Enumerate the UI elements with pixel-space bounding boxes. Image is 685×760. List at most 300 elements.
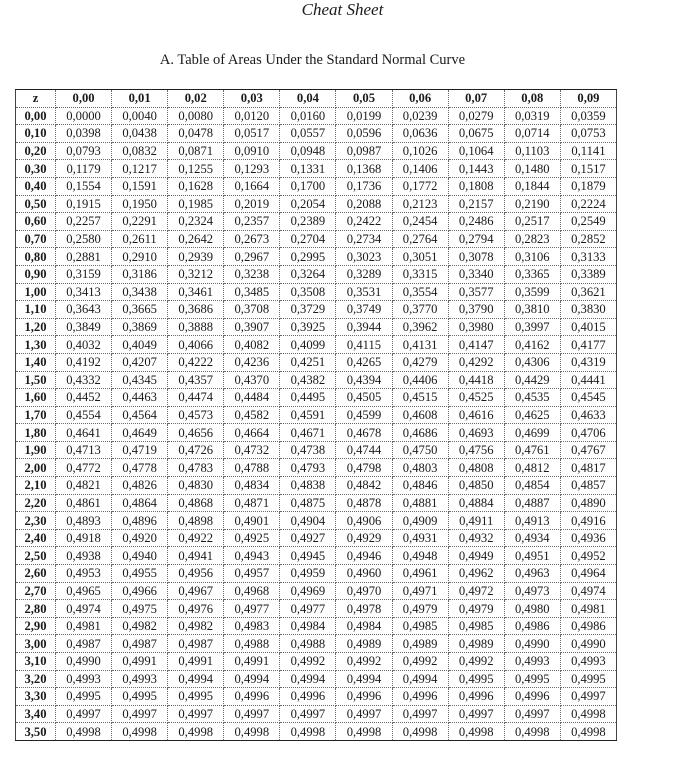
area-value-cell: 0,4904 bbox=[280, 512, 336, 530]
area-value-cell: 0,4382 bbox=[280, 371, 336, 389]
area-value-cell: 0,0675 bbox=[448, 125, 504, 143]
area-value-cell: 0,4783 bbox=[168, 459, 224, 477]
area-value-cell: 0,4982 bbox=[168, 617, 224, 635]
area-value-cell: 0,1915 bbox=[56, 195, 112, 213]
area-value-cell: 0,4994 bbox=[392, 670, 448, 688]
area-value-cell: 0,4957 bbox=[224, 565, 280, 583]
area-value-cell: 0,3508 bbox=[280, 283, 336, 301]
area-value-cell: 0,4983 bbox=[224, 617, 280, 635]
area-value-cell: 0,4997 bbox=[448, 705, 504, 723]
area-value-cell: 0,0120 bbox=[224, 107, 280, 125]
area-value-cell: 0,4997 bbox=[224, 705, 280, 723]
area-value-cell: 0,4901 bbox=[224, 512, 280, 530]
z-value-cell: 1,90 bbox=[16, 441, 56, 459]
area-value-cell: 0,4995 bbox=[168, 688, 224, 706]
area-value-cell: 0,4965 bbox=[56, 582, 112, 600]
area-value-cell: 0,1141 bbox=[560, 142, 616, 160]
area-value-cell: 0,4998 bbox=[392, 723, 448, 741]
area-value-cell: 0,2939 bbox=[168, 248, 224, 266]
area-value-cell: 0,1064 bbox=[448, 142, 504, 160]
area-value-cell: 0,4995 bbox=[560, 670, 616, 688]
table-row bbox=[16, 125, 617, 143]
area-value-cell: 0,4887 bbox=[504, 494, 560, 512]
area-value-cell: 0,3907 bbox=[224, 318, 280, 336]
area-value-cell: 0,4625 bbox=[504, 406, 560, 424]
area-value-cell: 0,4998 bbox=[336, 723, 392, 741]
z-value-cell: 1,80 bbox=[16, 424, 56, 442]
area-value-cell: 0,4988 bbox=[280, 635, 336, 653]
z-value-cell: 1,50 bbox=[16, 371, 56, 389]
area-value-cell: 0,4192 bbox=[56, 353, 112, 371]
table-row bbox=[16, 160, 617, 178]
area-value-cell: 0,4945 bbox=[280, 547, 336, 565]
area-value-cell: 0,4649 bbox=[112, 424, 168, 442]
area-value-cell: 0,4306 bbox=[504, 353, 560, 371]
area-value-cell: 0,4099 bbox=[280, 336, 336, 354]
area-value-cell: 0,4994 bbox=[224, 670, 280, 688]
area-value-cell: 0,4996 bbox=[392, 688, 448, 706]
area-value-cell: 0,2764 bbox=[392, 230, 448, 248]
area-value-cell: 0,4997 bbox=[336, 705, 392, 723]
area-value-cell: 0,4998 bbox=[224, 723, 280, 741]
area-value-cell: 0,4996 bbox=[280, 688, 336, 706]
area-value-cell: 0,4998 bbox=[504, 723, 560, 741]
area-value-cell: 0,4147 bbox=[448, 336, 504, 354]
area-value-cell: 0,4927 bbox=[280, 529, 336, 547]
area-value-cell: 0,4706 bbox=[560, 424, 616, 442]
table-header-row bbox=[16, 90, 617, 108]
area-value-cell: 0,4418 bbox=[448, 371, 504, 389]
area-value-cell: 0,0478 bbox=[168, 125, 224, 143]
column-header: 0,04 bbox=[280, 90, 336, 108]
area-value-cell: 0,4955 bbox=[112, 565, 168, 583]
area-value-cell: 0,0160 bbox=[280, 107, 336, 125]
area-value-cell: 0,4693 bbox=[448, 424, 504, 442]
column-header: 0,06 bbox=[392, 90, 448, 108]
area-value-cell: 0,4993 bbox=[560, 653, 616, 671]
area-value-cell: 0,4846 bbox=[392, 477, 448, 495]
area-value-cell: 0,1331 bbox=[280, 160, 336, 178]
area-value-cell: 0,1217 bbox=[112, 160, 168, 178]
area-value-cell: 0,4906 bbox=[336, 512, 392, 530]
area-value-cell: 0,4996 bbox=[336, 688, 392, 706]
area-value-cell: 0,0279 bbox=[448, 107, 504, 125]
area-value-cell: 0,4292 bbox=[448, 353, 504, 371]
area-value-cell: 0,3238 bbox=[224, 265, 280, 283]
area-value-cell: 0,4994 bbox=[336, 670, 392, 688]
area-value-cell: 0,2734 bbox=[336, 230, 392, 248]
area-value-cell: 0,4962 bbox=[448, 565, 504, 583]
area-value-cell: 0,4251 bbox=[280, 353, 336, 371]
area-value-cell: 0,3461 bbox=[168, 283, 224, 301]
area-value-cell: 0,3212 bbox=[168, 265, 224, 283]
area-value-cell: 0,4452 bbox=[56, 389, 112, 407]
area-value-cell: 0,4573 bbox=[168, 406, 224, 424]
area-value-cell: 0,4959 bbox=[280, 565, 336, 583]
z-value-cell: 0,30 bbox=[16, 160, 56, 178]
z-value-cell: 0,20 bbox=[16, 142, 56, 160]
area-value-cell: 0,4987 bbox=[56, 635, 112, 653]
area-value-cell: 0,1026 bbox=[392, 142, 448, 160]
area-value-cell: 0,4975 bbox=[112, 600, 168, 618]
area-value-cell: 0,1255 bbox=[168, 160, 224, 178]
area-value-cell: 0,4911 bbox=[448, 512, 504, 530]
area-value-cell: 0,4608 bbox=[392, 406, 448, 424]
table-caption: A. Table of Areas Under the Standard Normal Curve bbox=[159, 52, 466, 68]
area-value-cell: 0,0557 bbox=[280, 125, 336, 143]
area-value-cell: 0,2673 bbox=[224, 230, 280, 248]
area-value-cell: 0,4370 bbox=[224, 371, 280, 389]
area-value-cell: 0,0199 bbox=[336, 107, 392, 125]
area-value-cell: 0,1293 bbox=[224, 160, 280, 178]
area-value-cell: 0,4991 bbox=[224, 653, 280, 671]
area-value-cell: 0,4931 bbox=[392, 529, 448, 547]
area-value-cell: 0,4998 bbox=[560, 723, 616, 741]
area-value-cell: 0,4961 bbox=[392, 565, 448, 583]
area-value-cell: 0,4812 bbox=[504, 459, 560, 477]
area-value-cell: 0,4989 bbox=[392, 635, 448, 653]
area-value-cell: 0,4943 bbox=[224, 547, 280, 565]
area-value-cell: 0,4994 bbox=[168, 670, 224, 688]
area-value-cell: 0,4946 bbox=[336, 547, 392, 565]
area-value-cell: 0,1591 bbox=[112, 177, 168, 195]
area-value-cell: 0,4726 bbox=[168, 441, 224, 459]
area-value-cell: 0,4997 bbox=[56, 705, 112, 723]
area-value-cell: 0,4616 bbox=[448, 406, 504, 424]
area-value-cell: 0,1985 bbox=[168, 195, 224, 213]
area-value-cell: 0,3554 bbox=[392, 283, 448, 301]
area-value-cell: 0,4993 bbox=[504, 653, 560, 671]
area-value-cell: 0,1406 bbox=[392, 160, 448, 178]
area-value-cell: 0,4995 bbox=[112, 688, 168, 706]
page-title: Cheat Sheet bbox=[301, 0, 384, 19]
area-value-cell: 0,3485 bbox=[224, 283, 280, 301]
area-value-cell: 0,4992 bbox=[280, 653, 336, 671]
area-value-cell: 0,4988 bbox=[224, 635, 280, 653]
area-value-cell: 0,4875 bbox=[280, 494, 336, 512]
z-value-cell: 2,90 bbox=[16, 617, 56, 635]
area-value-cell: 0,4941 bbox=[168, 547, 224, 565]
table-row bbox=[16, 565, 617, 583]
area-value-cell: 0,3413 bbox=[56, 283, 112, 301]
area-value-cell: 0,4788 bbox=[224, 459, 280, 477]
area-value-cell: 0,4970 bbox=[336, 582, 392, 600]
z-value-cell: 2,00 bbox=[16, 459, 56, 477]
area-value-cell: 0,4995 bbox=[504, 670, 560, 688]
area-value-cell: 0,2995 bbox=[280, 248, 336, 266]
area-value-cell: 0,4066 bbox=[168, 336, 224, 354]
area-value-cell: 0,3159 bbox=[56, 265, 112, 283]
area-value-cell: 0,4495 bbox=[280, 389, 336, 407]
area-value-cell: 0,2642 bbox=[168, 230, 224, 248]
area-value-cell: 0,1736 bbox=[336, 177, 392, 195]
area-value-cell: 0,4993 bbox=[112, 670, 168, 688]
area-value-cell: 0,4429 bbox=[504, 371, 560, 389]
area-value-cell: 0,4964 bbox=[560, 565, 616, 583]
area-value-cell: 0,4474 bbox=[168, 389, 224, 407]
area-value-cell: 0,4535 bbox=[504, 389, 560, 407]
z-value-cell: 0,00 bbox=[16, 107, 56, 125]
area-value-cell: 0,3531 bbox=[336, 283, 392, 301]
area-value-cell: 0,3051 bbox=[392, 248, 448, 266]
z-value-cell: 3,30 bbox=[16, 688, 56, 706]
z-value-cell: 1,20 bbox=[16, 318, 56, 336]
area-value-cell: 0,4916 bbox=[560, 512, 616, 530]
table-row bbox=[16, 653, 617, 671]
table-row bbox=[16, 301, 617, 319]
area-value-cell: 0,4032 bbox=[56, 336, 112, 354]
area-value-cell: 0,4850 bbox=[448, 477, 504, 495]
area-value-cell: 0,2967 bbox=[224, 248, 280, 266]
table-row bbox=[16, 371, 617, 389]
table-row bbox=[16, 582, 617, 600]
area-value-cell: 0,0438 bbox=[112, 125, 168, 143]
area-value-cell: 0,4394 bbox=[336, 371, 392, 389]
table-row bbox=[16, 547, 617, 565]
area-value-cell: 0,4082 bbox=[224, 336, 280, 354]
area-value-cell: 0,4830 bbox=[168, 477, 224, 495]
area-value-cell: 0,4913 bbox=[504, 512, 560, 530]
area-value-cell: 0,4177 bbox=[560, 336, 616, 354]
area-value-cell: 0,4992 bbox=[448, 653, 504, 671]
area-value-cell: 0,4345 bbox=[112, 371, 168, 389]
area-value-cell: 0,4591 bbox=[280, 406, 336, 424]
area-value-cell: 0,4985 bbox=[392, 617, 448, 635]
area-value-cell: 0,1844 bbox=[504, 177, 560, 195]
area-value-cell: 0,3770 bbox=[392, 301, 448, 319]
area-value-cell: 0,4984 bbox=[280, 617, 336, 635]
area-value-cell: 0,4996 bbox=[448, 688, 504, 706]
z-value-cell: 1,70 bbox=[16, 406, 56, 424]
area-value-cell: 0,3925 bbox=[280, 318, 336, 336]
area-value-cell: 0,4953 bbox=[56, 565, 112, 583]
area-value-cell: 0,2054 bbox=[280, 195, 336, 213]
z-value-cell: 3,50 bbox=[16, 723, 56, 741]
area-value-cell: 0,4980 bbox=[504, 600, 560, 618]
area-value-cell: 0,4982 bbox=[112, 617, 168, 635]
area-value-cell: 0,4963 bbox=[504, 565, 560, 583]
area-value-cell: 0,4951 bbox=[504, 547, 560, 565]
column-header: 0,07 bbox=[448, 90, 504, 108]
area-value-cell: 0,4545 bbox=[560, 389, 616, 407]
area-value-cell: 0,4842 bbox=[336, 477, 392, 495]
area-value-cell: 0,4599 bbox=[336, 406, 392, 424]
area-value-cell: 0,4861 bbox=[56, 494, 112, 512]
area-value-cell: 0,3599 bbox=[504, 283, 560, 301]
area-value-cell: 0,4772 bbox=[56, 459, 112, 477]
area-value-cell: 0,4222 bbox=[168, 353, 224, 371]
area-value-cell: 0,4998 bbox=[560, 705, 616, 723]
area-value-cell: 0,4974 bbox=[560, 582, 616, 600]
area-value-cell: 0,4699 bbox=[504, 424, 560, 442]
area-value-cell: 0,2549 bbox=[560, 213, 616, 231]
area-value-cell: 0,4920 bbox=[112, 529, 168, 547]
area-value-cell: 0,3389 bbox=[560, 265, 616, 283]
column-header: 0,00 bbox=[56, 90, 112, 108]
area-value-cell: 0,4992 bbox=[392, 653, 448, 671]
area-value-cell: 0,4995 bbox=[448, 670, 504, 688]
area-value-cell: 0,3810 bbox=[504, 301, 560, 319]
area-value-cell: 0,0714 bbox=[504, 125, 560, 143]
area-value-cell: 0,4319 bbox=[560, 353, 616, 371]
area-value-cell: 0,4934 bbox=[504, 529, 560, 547]
area-value-cell: 0,4131 bbox=[392, 336, 448, 354]
table-row bbox=[16, 406, 617, 424]
area-value-cell: 0,4998 bbox=[168, 723, 224, 741]
area-value-cell: 0,4909 bbox=[392, 512, 448, 530]
z-value-cell: 0,50 bbox=[16, 195, 56, 213]
z-value-cell: 3,40 bbox=[16, 705, 56, 723]
area-value-cell: 0,4236 bbox=[224, 353, 280, 371]
area-value-cell: 0,4115 bbox=[336, 336, 392, 354]
area-value-cell: 0,4990 bbox=[56, 653, 112, 671]
table-row bbox=[16, 723, 617, 741]
area-value-cell: 0,4898 bbox=[168, 512, 224, 530]
area-value-cell: 0,3621 bbox=[560, 283, 616, 301]
area-value-cell: 0,4279 bbox=[392, 353, 448, 371]
area-value-cell: 0,0871 bbox=[168, 142, 224, 160]
area-value-cell: 0,4838 bbox=[280, 477, 336, 495]
column-header: 0,09 bbox=[560, 90, 616, 108]
area-value-cell: 0,4949 bbox=[448, 547, 504, 565]
column-header: 0,02 bbox=[168, 90, 224, 108]
z-value-cell: 1,30 bbox=[16, 336, 56, 354]
area-value-cell: 0,4938 bbox=[56, 547, 112, 565]
area-value-cell: 0,4656 bbox=[168, 424, 224, 442]
area-value-cell: 0,3106 bbox=[504, 248, 560, 266]
area-value-cell: 0,4918 bbox=[56, 529, 112, 547]
table-row bbox=[16, 512, 617, 530]
area-value-cell: 0,4968 bbox=[224, 582, 280, 600]
area-value-cell: 0,4985 bbox=[448, 617, 504, 635]
area-value-cell: 0,4987 bbox=[112, 635, 168, 653]
area-value-cell: 0,4992 bbox=[336, 653, 392, 671]
area-value-cell: 0,3997 bbox=[504, 318, 560, 336]
z-column-header: z bbox=[16, 90, 56, 108]
area-value-cell: 0,2123 bbox=[392, 195, 448, 213]
area-value-cell: 0,4936 bbox=[560, 529, 616, 547]
area-value-cell: 0,3665 bbox=[112, 301, 168, 319]
z-value-cell: 3,20 bbox=[16, 670, 56, 688]
table-row bbox=[16, 459, 617, 477]
area-value-cell: 0,2019 bbox=[224, 195, 280, 213]
z-value-cell: 2,40 bbox=[16, 529, 56, 547]
area-value-cell: 0,0910 bbox=[224, 142, 280, 160]
area-value-cell: 0,4986 bbox=[560, 617, 616, 635]
area-value-cell: 0,2088 bbox=[336, 195, 392, 213]
area-value-cell: 0,4997 bbox=[112, 705, 168, 723]
area-value-cell: 0,4162 bbox=[504, 336, 560, 354]
area-value-cell: 0,4406 bbox=[392, 371, 448, 389]
area-value-cell: 0,3340 bbox=[448, 265, 504, 283]
table-row bbox=[16, 477, 617, 495]
area-value-cell: 0,4987 bbox=[168, 635, 224, 653]
area-value-cell: 0,2486 bbox=[448, 213, 504, 231]
area-value-cell: 0,4997 bbox=[504, 705, 560, 723]
area-value-cell: 0,0987 bbox=[336, 142, 392, 160]
area-value-cell: 0,4990 bbox=[504, 635, 560, 653]
area-value-cell: 0,1772 bbox=[392, 177, 448, 195]
area-value-cell: 0,3133 bbox=[560, 248, 616, 266]
area-value-cell: 0,4265 bbox=[336, 353, 392, 371]
area-value-cell: 0,4049 bbox=[112, 336, 168, 354]
area-value-cell: 0,4798 bbox=[336, 459, 392, 477]
area-value-cell: 0,4854 bbox=[504, 477, 560, 495]
area-value-cell: 0,2517 bbox=[504, 213, 560, 231]
area-value-cell: 0,1879 bbox=[560, 177, 616, 195]
area-value-cell: 0,4525 bbox=[448, 389, 504, 407]
area-value-cell: 0,4976 bbox=[168, 600, 224, 618]
table-row bbox=[16, 441, 617, 459]
z-value-cell: 0,90 bbox=[16, 265, 56, 283]
normal-curve-table-container bbox=[15, 89, 617, 741]
area-value-cell: 0,3643 bbox=[56, 301, 112, 319]
area-value-cell: 0,4808 bbox=[448, 459, 504, 477]
area-value-cell: 0,3830 bbox=[560, 301, 616, 319]
z-value-cell: 1,10 bbox=[16, 301, 56, 319]
area-value-cell: 0,0000 bbox=[56, 107, 112, 125]
area-value-cell: 0,4952 bbox=[560, 547, 616, 565]
area-value-cell: 0,2324 bbox=[168, 213, 224, 231]
area-value-cell: 0,0517 bbox=[224, 125, 280, 143]
z-value-cell: 2,30 bbox=[16, 512, 56, 530]
area-value-cell: 0,1700 bbox=[280, 177, 336, 195]
z-value-cell: 0,70 bbox=[16, 230, 56, 248]
area-value-cell: 0,4515 bbox=[392, 389, 448, 407]
area-value-cell: 0,2823 bbox=[504, 230, 560, 248]
area-value-cell: 0,2157 bbox=[448, 195, 504, 213]
table-row bbox=[16, 635, 617, 653]
area-value-cell: 0,4929 bbox=[336, 529, 392, 547]
area-value-cell: 0,4793 bbox=[280, 459, 336, 477]
area-value-cell: 0,4993 bbox=[56, 670, 112, 688]
area-value-cell: 0,3577 bbox=[448, 283, 504, 301]
table-row bbox=[16, 248, 617, 266]
table-row bbox=[16, 142, 617, 160]
area-value-cell: 0,4641 bbox=[56, 424, 112, 442]
area-value-cell: 0,4989 bbox=[448, 635, 504, 653]
area-value-cell: 0,4803 bbox=[392, 459, 448, 477]
area-value-cell: 0,4969 bbox=[280, 582, 336, 600]
table-row bbox=[16, 389, 617, 407]
area-value-cell: 0,4756 bbox=[448, 441, 504, 459]
area-value-cell: 0,2291 bbox=[112, 213, 168, 231]
area-value-cell: 0,2422 bbox=[336, 213, 392, 231]
area-value-cell: 0,3729 bbox=[280, 301, 336, 319]
area-value-cell: 0,4868 bbox=[168, 494, 224, 512]
z-value-cell: 2,80 bbox=[16, 600, 56, 618]
area-value-cell: 0,4582 bbox=[224, 406, 280, 424]
area-value-cell: 0,4890 bbox=[560, 494, 616, 512]
area-value-cell: 0,1517 bbox=[560, 160, 616, 178]
area-value-cell: 0,3365 bbox=[504, 265, 560, 283]
area-value-cell: 0,1950 bbox=[112, 195, 168, 213]
z-value-cell: 0,60 bbox=[16, 213, 56, 231]
area-value-cell: 0,4484 bbox=[224, 389, 280, 407]
area-value-cell: 0,3186 bbox=[112, 265, 168, 283]
area-value-cell: 0,0398 bbox=[56, 125, 112, 143]
table-row bbox=[16, 688, 617, 706]
area-value-cell: 0,4778 bbox=[112, 459, 168, 477]
area-value-cell: 0,4991 bbox=[168, 653, 224, 671]
table-row bbox=[16, 353, 617, 371]
area-value-cell: 0,1103 bbox=[504, 142, 560, 160]
area-value-cell: 0,4979 bbox=[448, 600, 504, 618]
area-value-cell: 0,2257 bbox=[56, 213, 112, 231]
area-value-cell: 0,4948 bbox=[392, 547, 448, 565]
area-value-cell: 0,4207 bbox=[112, 353, 168, 371]
area-value-cell: 0,1628 bbox=[168, 177, 224, 195]
